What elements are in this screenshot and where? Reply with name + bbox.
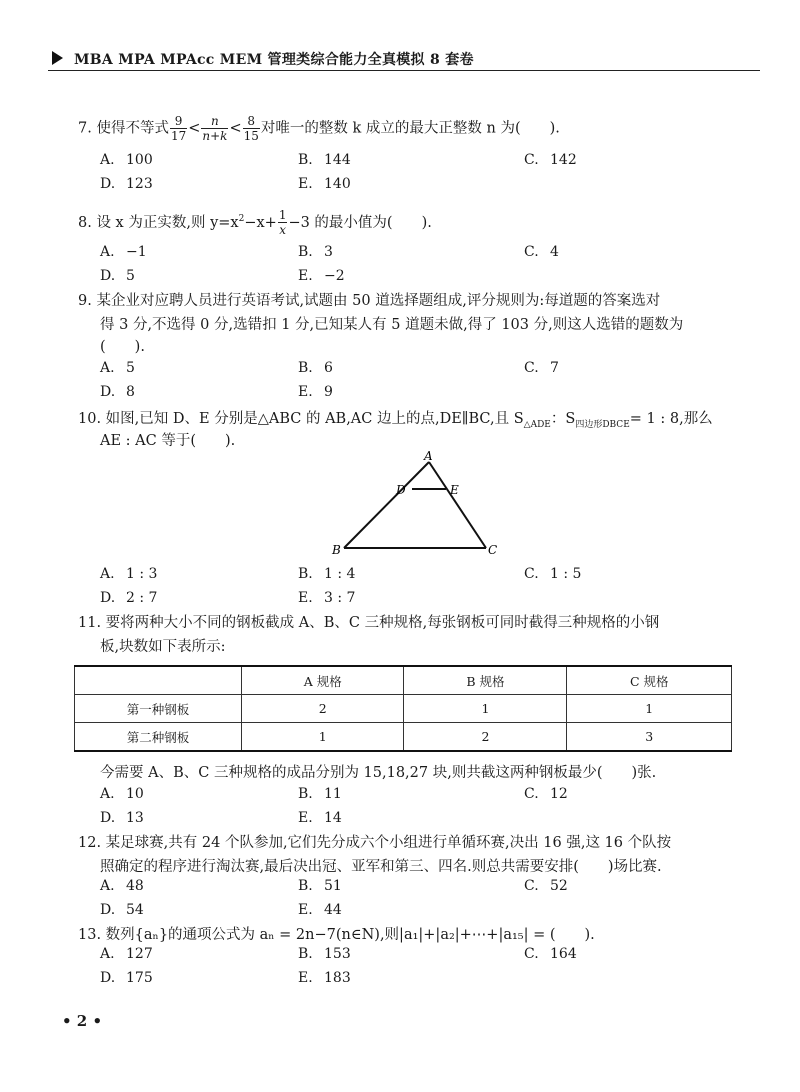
q10-line-1b: ：S — [550, 411, 576, 427]
q7-suffix: 对唯一的整数 k 成立的最大正整数 n 为( ). — [260, 120, 560, 137]
denominator: x — [279, 223, 287, 238]
option-value: 14 — [324, 810, 342, 826]
option-value: 3 : 7 — [324, 590, 356, 606]
option-letter: A. — [100, 878, 115, 894]
option-e[interactable] — [298, 970, 351, 986]
edge-ab — [344, 462, 429, 548]
option-letter: C. — [524, 360, 539, 376]
option-letter: B. — [298, 244, 313, 260]
q9-line-2: 得 3 分,不选得 0 分,选错扣 1 分,已知某人有 5 道题未做,得了 103 分,则这人选错的题数为 — [100, 317, 684, 333]
denominator: n+k — [202, 129, 228, 143]
option-d[interactable] — [100, 590, 157, 606]
question-11 — [78, 612, 659, 634]
table-cell: 3 — [567, 723, 732, 752]
option-letter: D. — [100, 810, 116, 826]
triangle-figure — [320, 448, 500, 560]
question-number: 9. — [78, 293, 92, 309]
table-cell: 2 — [404, 723, 567, 752]
option-value: 164 — [550, 946, 577, 962]
fraction-8-15 — [243, 114, 260, 143]
option-value: 144 — [324, 152, 351, 168]
q9-line-3: ( ). — [100, 339, 145, 355]
option-b[interactable] — [298, 878, 342, 894]
option-d[interactable] — [100, 176, 153, 192]
table-header-cell: B 规格 — [404, 666, 567, 695]
q10-line-1c: = 1 : 8,那么 — [629, 411, 713, 427]
option-value: 2 : 7 — [126, 590, 158, 606]
option-b[interactable] — [298, 566, 355, 582]
option-letter: A. — [100, 360, 115, 376]
option-value: 6 — [324, 360, 333, 376]
option-letter: B. — [298, 566, 313, 582]
option-e[interactable] — [298, 384, 333, 400]
table-cell: 第二种钢板 — [75, 723, 242, 752]
q8-mid: −x+ — [244, 214, 277, 231]
q13-text: 数列{aₙ}的通项公式为 aₙ = 2n−7(n∈N),则|a₁|+|a₂|+⋯+|a₁₅| = ( ). — [105, 927, 595, 943]
question-number: 13. — [78, 927, 102, 943]
option-value: 8 — [126, 384, 135, 400]
option-e[interactable] — [298, 268, 345, 284]
option-c[interactable] — [524, 360, 559, 376]
option-letter: E. — [298, 176, 313, 192]
option-a[interactable] — [100, 152, 153, 168]
option-letter: B. — [298, 878, 313, 894]
option-value: 127 — [126, 946, 153, 962]
option-d[interactable] — [100, 384, 135, 400]
question-9 — [78, 290, 660, 312]
option-c[interactable] — [524, 566, 581, 582]
option-letter: D. — [100, 970, 116, 986]
option-c[interactable] — [524, 244, 559, 260]
option-c[interactable] — [524, 152, 577, 168]
spec-table — [74, 665, 732, 752]
option-letter: D. — [100, 590, 116, 606]
running-header — [48, 48, 760, 70]
question-12 — [78, 832, 671, 854]
option-value: 52 — [550, 878, 568, 894]
option-value: 1 : 3 — [126, 566, 158, 582]
option-a[interactable] — [100, 244, 147, 260]
option-value: 7 — [550, 360, 559, 376]
option-value: 1 : 4 — [324, 566, 356, 582]
numerator: 1 — [278, 208, 287, 223]
denominator: 17 — [170, 129, 187, 143]
option-b[interactable] — [298, 152, 351, 168]
option-c[interactable] — [524, 946, 577, 962]
header-rule — [48, 70, 760, 71]
option-value: −1 — [126, 244, 147, 260]
subscript-ade: △ADE — [523, 419, 551, 430]
option-value: 11 — [324, 786, 342, 802]
question-13 — [78, 924, 595, 946]
option-c[interactable] — [524, 786, 568, 802]
question-number: 8. — [78, 214, 92, 231]
option-d[interactable] — [100, 970, 153, 986]
numerator: 8 — [243, 114, 260, 129]
table-cell: 1 — [242, 723, 404, 752]
label-c: C — [488, 543, 498, 557]
table-header-row — [75, 666, 732, 695]
option-b[interactable] — [298, 244, 333, 260]
option-letter: E. — [298, 970, 313, 986]
less-than: < — [188, 120, 201, 137]
option-letter: E. — [298, 590, 313, 606]
numerator: 9 — [170, 114, 187, 129]
option-value: 5 — [126, 268, 135, 284]
table-cell: 1 — [404, 695, 567, 723]
denominator: 15 — [243, 129, 259, 143]
label-a: A — [424, 449, 433, 463]
option-letter: B. — [298, 360, 313, 376]
table-row — [75, 723, 732, 752]
option-value: −2 — [324, 268, 345, 284]
q10-line-1a: 如图,已知 D、E 分别是△ABC 的 AB,AC 边上的点,DE∥BC,且 S — [105, 411, 524, 427]
triangle-marker-icon — [52, 51, 63, 65]
option-letter: A. — [100, 244, 115, 260]
option-e[interactable] — [298, 902, 342, 918]
option-value: 9 — [324, 384, 333, 400]
option-letter: D. — [100, 384, 116, 400]
option-letter: E. — [298, 810, 313, 826]
option-d[interactable] — [100, 810, 144, 826]
option-letter: C. — [524, 946, 539, 962]
option-letter: C. — [524, 152, 539, 168]
option-letter: B. — [298, 152, 313, 168]
label-e: E — [450, 483, 459, 497]
option-value: 123 — [126, 176, 153, 192]
edge-ac — [429, 462, 486, 548]
option-value: 48 — [126, 878, 144, 894]
option-value: 13 — [126, 810, 144, 826]
option-letter: A. — [100, 152, 115, 168]
option-letter: E. — [298, 902, 313, 918]
numerator: n — [201, 114, 228, 129]
option-letter: E. — [298, 384, 313, 400]
option-e[interactable] — [298, 590, 355, 606]
table-cell: 1 — [567, 695, 732, 723]
option-letter: B. — [298, 786, 313, 802]
table-header-cell — [75, 666, 242, 695]
option-letter: A. — [100, 566, 115, 582]
option-letter: A. — [100, 786, 115, 802]
q11-line-1: 要将两种大小不同的钢板截成 A、B、C 三种规格,每张钢板可同时截得三种规格的小钢 — [105, 615, 660, 631]
book-title: MBA MPA MPAcc MEM 管理类综合能力全真模拟 8 套卷 — [74, 52, 474, 68]
label-d: D — [396, 483, 406, 497]
fraction-n-nk — [201, 114, 228, 143]
option-value: 142 — [550, 152, 577, 168]
option-letter: D. — [100, 268, 116, 284]
option-b[interactable] — [298, 360, 333, 376]
option-a[interactable] — [100, 786, 144, 802]
q7-prefix: 使得不等式 — [96, 120, 169, 137]
table-header-cell: C 规格 — [567, 666, 732, 695]
option-value: 54 — [126, 902, 144, 918]
option-value: 10 — [126, 786, 144, 802]
option-b[interactable] — [298, 786, 342, 802]
q8-suffix: −3 的最小值为( ). — [288, 214, 432, 231]
option-letter: C. — [524, 244, 539, 260]
exponent: 2 — [238, 214, 245, 224]
subscript-dbce: 四边形DBCE — [575, 419, 630, 430]
option-value: 183 — [324, 970, 351, 986]
option-a[interactable] — [100, 878, 144, 894]
label-b: B — [332, 543, 341, 557]
option-letter: C. — [524, 878, 539, 894]
option-letter: A. — [100, 946, 115, 962]
option-value: 175 — [126, 970, 153, 986]
question-number: 12. — [78, 835, 102, 851]
option-value: 100 — [126, 152, 153, 168]
option-letter: E. — [298, 268, 313, 284]
option-b[interactable] — [298, 946, 351, 962]
q12-line-2: 照确定的程序进行淘汰赛,最后决出冠、亚军和第三、四名.则总共需要安排( )场比赛. — [100, 859, 662, 875]
option-letter: D. — [100, 902, 116, 918]
option-value: 1 : 5 — [550, 566, 582, 582]
option-value: 140 — [324, 176, 351, 192]
option-value: 153 — [324, 946, 351, 962]
option-a[interactable] — [100, 360, 135, 376]
q9-line-1: 某企业对应聘人员进行英语考试,试题由 50 道选择题组成,评分规则为:每道题的答案选对 — [96, 293, 661, 309]
fraction-9-17 — [170, 114, 187, 143]
question-8 — [78, 205, 432, 237]
question-number: 7. — [78, 120, 92, 137]
option-d[interactable] — [100, 902, 144, 918]
option-letter: C. — [524, 566, 539, 582]
q11-line-3: 今需要 A、B、C 三种规格的成品分别为 15,18,27 块,则共截这两种钢板最少( )张. — [100, 765, 657, 781]
q8-prefix: 设 x 为正实数,则 y=x — [96, 214, 239, 231]
option-value: 5 — [126, 360, 135, 376]
question-7 — [78, 114, 560, 143]
option-letter: C. — [524, 786, 539, 802]
table-cell: 第一种钢板 — [75, 695, 242, 723]
table-cell: 2 — [242, 695, 404, 723]
table-header-cell: A 规格 — [242, 666, 404, 695]
option-value: 51 — [324, 878, 342, 894]
option-value: 4 — [550, 244, 559, 260]
question-number: 10. — [78, 411, 102, 427]
q12-line-1: 某足球赛,共有 24 个队参加,它们先分成六个小组进行单循环赛,决出 16 强,这 16 个队按 — [105, 835, 672, 851]
option-value: 3 — [324, 244, 333, 260]
option-a[interactable] — [100, 566, 157, 582]
option-c[interactable] — [524, 878, 568, 894]
q10-line-2: AE : AC 等于( ). — [100, 433, 236, 449]
option-a[interactable] — [100, 946, 153, 962]
option-e[interactable] — [298, 810, 342, 826]
q11-line-2: 板,块数如下表所示: — [100, 639, 226, 655]
option-letter: D. — [100, 176, 116, 192]
option-value: 12 — [550, 786, 568, 802]
option-letter: B. — [298, 946, 313, 962]
option-value: 44 — [324, 902, 342, 918]
less-than: < — [229, 120, 242, 137]
option-d[interactable] — [100, 268, 135, 284]
table-row — [75, 695, 732, 723]
question-number: 11. — [78, 615, 102, 631]
fraction-1-x — [278, 208, 288, 237]
page-number: • 2 • — [62, 1012, 103, 1030]
option-e[interactable] — [298, 176, 351, 192]
